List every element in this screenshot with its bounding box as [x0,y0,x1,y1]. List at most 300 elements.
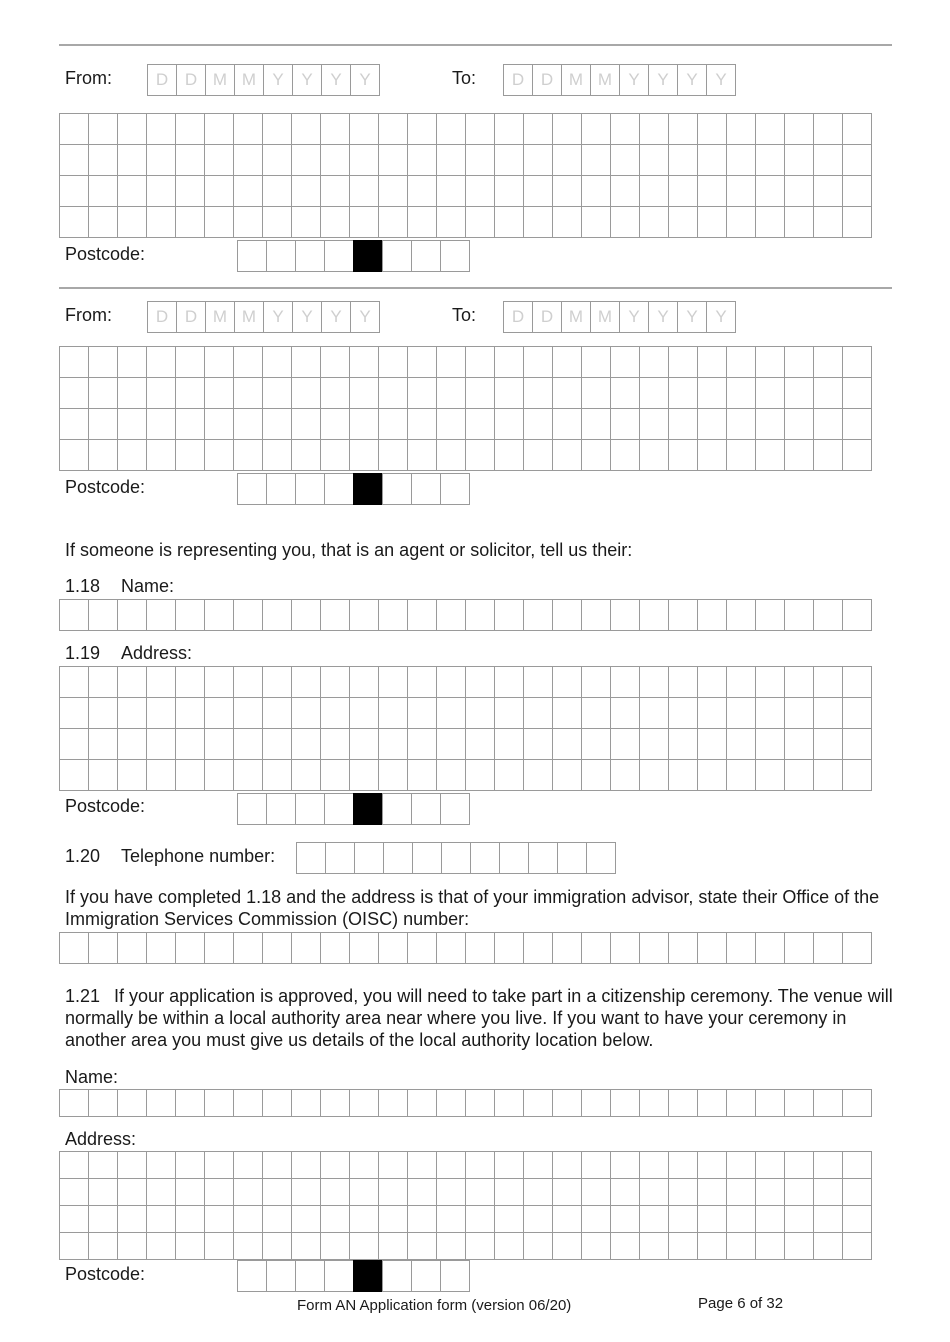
character-box[interactable] [523,175,553,207]
character-box[interactable] [755,759,785,791]
character-box[interactable] [639,728,669,760]
character-box[interactable] [523,666,553,698]
character-box[interactable] [523,346,553,378]
character-box[interactable] [175,439,205,471]
character-box[interactable] [349,1178,379,1206]
character-box[interactable] [204,697,234,729]
character-box[interactable] [494,113,524,145]
character-box[interactable] [175,377,205,409]
character-box[interactable] [813,175,843,207]
character-box[interactable] [175,144,205,176]
character-box[interactable] [436,1089,466,1117]
character-box[interactable] [117,1089,147,1117]
character-box[interactable] [552,206,582,238]
character-box[interactable] [436,697,466,729]
character-box[interactable] [581,728,611,760]
character-box[interactable] [233,599,263,631]
character-box[interactable] [88,728,118,760]
character-box[interactable] [610,1151,640,1179]
character-box[interactable] [378,599,408,631]
character-box[interactable] [465,728,495,760]
character-box[interactable] [436,759,466,791]
character-box[interactable] [59,1205,89,1233]
date-digit-box[interactable]: Y [263,64,293,96]
character-box[interactable] [813,1089,843,1117]
character-box[interactable] [146,377,176,409]
character-box[interactable] [262,377,292,409]
character-box[interactable] [117,759,147,791]
character-box[interactable] [407,1178,437,1206]
character-box[interactable] [407,346,437,378]
character-box[interactable] [88,175,118,207]
character-box[interactable] [378,1089,408,1117]
character-box[interactable] [262,206,292,238]
character-box[interactable] [494,377,524,409]
character-box[interactable] [552,1205,582,1233]
character-box[interactable] [436,175,466,207]
character-box[interactable] [204,932,234,964]
character-box[interactable] [88,759,118,791]
character-box[interactable] [494,697,524,729]
character-box[interactable] [262,113,292,145]
character-box[interactable] [842,1205,872,1233]
character-box[interactable] [842,113,872,145]
postcode-char-box[interactable] [295,793,325,825]
character-box[interactable] [668,1178,698,1206]
character-box[interactable] [557,842,587,874]
date-digit-box[interactable]: Y [321,301,351,333]
character-box[interactable] [784,206,814,238]
character-box[interactable] [378,206,408,238]
character-box[interactable] [175,1089,205,1117]
character-box[interactable] [784,346,814,378]
character-box[interactable] [755,728,785,760]
date-digit-box[interactable]: Y [292,301,322,333]
character-box[interactable] [175,408,205,440]
character-box[interactable] [465,346,495,378]
postcode-char-box[interactable] [295,473,325,505]
character-box[interactable] [88,408,118,440]
character-box[interactable] [697,144,727,176]
character-box[interactable] [233,759,263,791]
character-box[interactable] [59,175,89,207]
character-box[interactable] [755,666,785,698]
character-box[interactable] [175,697,205,729]
character-box[interactable] [552,408,582,440]
character-box[interactable] [349,666,379,698]
character-box[interactable] [291,1089,321,1117]
character-box[interactable] [784,175,814,207]
character-box[interactable] [204,206,234,238]
character-box[interactable] [291,1205,321,1233]
character-box[interactable] [668,206,698,238]
character-box[interactable] [494,1205,524,1233]
character-box[interactable] [88,1089,118,1117]
character-box[interactable] [59,728,89,760]
representative-postcode-field[interactable] [237,793,470,825]
address-grid[interactable] [59,113,872,238]
character-box[interactable] [233,932,263,964]
character-box[interactable] [494,728,524,760]
character-box[interactable] [407,697,437,729]
character-box[interactable] [581,144,611,176]
character-box[interactable] [697,1178,727,1206]
date-digit-box[interactable]: M [205,301,235,333]
character-box[interactable] [813,346,843,378]
date-digit-box[interactable]: Y [292,64,322,96]
character-box[interactable] [523,599,553,631]
character-box[interactable] [378,666,408,698]
character-box[interactable] [262,1232,292,1260]
character-box[interactable] [233,408,263,440]
character-box[interactable] [262,144,292,176]
character-box[interactable] [755,346,785,378]
character-box[interactable] [755,113,785,145]
character-box[interactable] [610,1089,640,1117]
character-box[interactable] [552,728,582,760]
character-box[interactable] [813,728,843,760]
character-box[interactable] [349,759,379,791]
character-box[interactable] [146,1089,176,1117]
character-box[interactable] [320,113,350,145]
character-box[interactable] [291,113,321,145]
character-box[interactable] [726,759,756,791]
character-box[interactable] [175,599,205,631]
character-box[interactable] [581,1205,611,1233]
character-box[interactable] [233,1151,263,1179]
character-box[interactable] [204,1232,234,1260]
character-box[interactable] [784,1178,814,1206]
character-box[interactable] [842,666,872,698]
character-box[interactable] [204,346,234,378]
character-box[interactable] [378,1178,408,1206]
postcode-char-box[interactable] [295,1260,325,1292]
character-box[interactable] [639,144,669,176]
date-digit-box[interactable]: M [561,64,591,96]
character-box[interactable] [59,346,89,378]
date-digit-box[interactable]: D [503,301,533,333]
character-box[interactable] [146,599,176,631]
character-box[interactable] [59,1151,89,1179]
character-box[interactable] [291,144,321,176]
to-date-field[interactable] [503,64,736,96]
character-box[interactable] [755,1151,785,1179]
postcode-char-box[interactable] [266,240,296,272]
character-box[interactable] [407,932,437,964]
postcode-char-box[interactable] [440,473,470,505]
character-box[interactable] [233,113,263,145]
character-box[interactable] [581,759,611,791]
character-box[interactable] [146,666,176,698]
character-box[interactable] [610,377,640,409]
postcode-char-box[interactable] [237,240,267,272]
character-box[interactable] [552,439,582,471]
character-box[interactable] [117,1205,147,1233]
character-box[interactable] [175,1232,205,1260]
character-box[interactable] [784,144,814,176]
character-box[interactable] [291,599,321,631]
character-box[interactable] [465,666,495,698]
character-box[interactable] [784,408,814,440]
character-box[interactable] [639,346,669,378]
character-box[interactable] [349,1089,379,1117]
character-box[interactable] [581,697,611,729]
character-box[interactable] [378,175,408,207]
from-date-field[interactable] [147,64,380,96]
character-box[interactable] [755,206,785,238]
character-box[interactable] [407,113,437,145]
character-box[interactable] [639,666,669,698]
character-box[interactable] [59,206,89,238]
character-box[interactable] [523,1178,553,1206]
postcode-char-box[interactable] [266,1260,296,1292]
character-box[interactable] [552,1089,582,1117]
date-digit-box[interactable]: Y [350,64,380,96]
character-box[interactable] [204,175,234,207]
character-box[interactable] [697,346,727,378]
character-box[interactable] [639,1089,669,1117]
character-box[interactable] [349,1232,379,1260]
character-box[interactable] [378,144,408,176]
date-digit-box[interactable]: Y [677,64,707,96]
character-box[interactable] [523,113,553,145]
character-box[interactable] [436,666,466,698]
character-box[interactable] [784,1232,814,1260]
character-box[interactable] [88,377,118,409]
character-box[interactable] [755,1089,785,1117]
address-grid[interactable] [59,346,872,471]
character-box[interactable] [262,1205,292,1233]
character-box[interactable] [697,728,727,760]
character-box[interactable] [552,599,582,631]
character-box[interactable] [320,759,350,791]
character-box[interactable] [59,697,89,729]
character-box[interactable] [465,1151,495,1179]
character-box[interactable] [436,1232,466,1260]
character-box[interactable] [697,666,727,698]
character-box[interactable] [668,759,698,791]
character-box[interactable] [146,932,176,964]
character-box[interactable] [59,408,89,440]
character-box[interactable] [639,1232,669,1260]
character-box[interactable] [262,1089,292,1117]
character-box[interactable] [499,842,529,874]
date-digit-box[interactable]: Y [350,301,380,333]
character-box[interactable] [523,1205,553,1233]
character-box[interactable] [842,144,872,176]
character-box[interactable] [88,1232,118,1260]
date-digit-box[interactable]: M [590,64,620,96]
character-box[interactable] [117,206,147,238]
character-box[interactable] [436,346,466,378]
character-box[interactable] [407,206,437,238]
date-digit-box[interactable]: M [590,301,620,333]
character-box[interactable] [349,697,379,729]
character-box[interactable] [842,697,872,729]
character-box[interactable] [320,1232,350,1260]
postcode-char-box[interactable] [382,473,412,505]
character-box[interactable] [755,439,785,471]
character-box[interactable] [175,932,205,964]
character-box[interactable] [465,1089,495,1117]
character-box[interactable] [610,206,640,238]
character-box[interactable] [407,728,437,760]
character-box[interactable] [697,1089,727,1117]
character-box[interactable] [291,759,321,791]
character-box[interactable] [349,175,379,207]
character-box[interactable] [291,377,321,409]
character-box[interactable] [146,144,176,176]
date-digit-box[interactable]: M [234,64,264,96]
character-box[interactable] [378,1232,408,1260]
character-box[interactable] [262,599,292,631]
character-box[interactable] [755,1205,785,1233]
date-digit-box[interactable]: Y [706,64,736,96]
character-box[interactable] [639,439,669,471]
character-box[interactable] [59,932,89,964]
character-box[interactable] [407,439,437,471]
character-box[interactable] [407,1151,437,1179]
postcode-char-box[interactable] [440,793,470,825]
character-box[interactable] [88,144,118,176]
character-box[interactable] [117,408,147,440]
character-box[interactable] [465,599,495,631]
character-box[interactable] [581,113,611,145]
character-box[interactable] [610,1232,640,1260]
character-box[interactable] [320,144,350,176]
character-box[interactable] [494,1151,524,1179]
character-box[interactable] [842,175,872,207]
character-box[interactable] [755,932,785,964]
character-box[interactable] [349,1205,379,1233]
character-box[interactable] [117,728,147,760]
character-box[interactable] [668,1089,698,1117]
postcode-char-box[interactable] [440,1260,470,1292]
character-box[interactable] [146,439,176,471]
representative-name-field[interactable] [59,599,872,631]
character-box[interactable] [610,439,640,471]
character-box[interactable] [204,599,234,631]
postcode-char-box[interactable] [266,473,296,505]
character-box[interactable] [813,666,843,698]
character-box[interactable] [697,113,727,145]
character-box[interactable] [784,728,814,760]
character-box[interactable] [726,1151,756,1179]
character-box[interactable] [291,206,321,238]
character-box[interactable] [668,728,698,760]
character-box[interactable] [262,932,292,964]
character-box[interactable] [842,439,872,471]
character-box[interactable] [610,932,640,964]
date-digit-box[interactable]: Y [619,301,649,333]
character-box[interactable] [784,759,814,791]
character-box[interactable] [610,113,640,145]
character-box[interactable] [88,346,118,378]
character-box[interactable] [262,759,292,791]
character-box[interactable] [204,759,234,791]
character-box[interactable] [436,408,466,440]
character-box[interactable] [610,346,640,378]
character-box[interactable] [320,206,350,238]
character-box[interactable] [465,377,495,409]
character-box[interactable] [523,408,553,440]
character-box[interactable] [465,1232,495,1260]
character-box[interactable] [378,932,408,964]
character-box[interactable] [726,113,756,145]
character-box[interactable] [668,144,698,176]
character-box[interactable] [407,1205,437,1233]
character-box[interactable] [610,1178,640,1206]
character-box[interactable] [175,346,205,378]
character-box[interactable] [465,439,495,471]
oisc-number-field[interactable] [59,932,872,964]
character-box[interactable] [320,1089,350,1117]
character-box[interactable] [233,697,263,729]
character-box[interactable] [668,697,698,729]
character-box[interactable] [146,113,176,145]
character-box[interactable] [523,932,553,964]
character-box[interactable] [146,728,176,760]
character-box[interactable] [233,666,263,698]
character-box[interactable] [668,1151,698,1179]
character-box[interactable] [407,175,437,207]
character-box[interactable] [697,759,727,791]
character-box[interactable] [668,1232,698,1260]
character-box[interactable] [378,439,408,471]
character-box[interactable] [320,175,350,207]
character-box[interactable] [465,113,495,145]
character-box[interactable] [813,932,843,964]
character-box[interactable] [784,1151,814,1179]
character-box[interactable] [262,1151,292,1179]
character-box[interactable] [813,377,843,409]
character-box[interactable] [697,1151,727,1179]
character-box[interactable] [436,377,466,409]
character-box[interactable] [470,842,500,874]
character-box[interactable] [320,377,350,409]
character-box[interactable] [697,377,727,409]
character-box[interactable] [88,666,118,698]
character-box[interactable] [320,408,350,440]
character-box[interactable] [726,206,756,238]
date-digit-box[interactable]: M [205,64,235,96]
character-box[interactable] [204,1178,234,1206]
character-box[interactable] [117,1178,147,1206]
character-box[interactable] [88,1205,118,1233]
character-box[interactable] [441,842,471,874]
character-box[interactable] [726,439,756,471]
character-box[interactable] [755,599,785,631]
character-box[interactable] [378,408,408,440]
character-box[interactable] [581,175,611,207]
character-box[interactable] [639,377,669,409]
character-box[interactable] [262,439,292,471]
character-box[interactable] [175,113,205,145]
character-box[interactable] [146,1205,176,1233]
character-box[interactable] [494,666,524,698]
postcode-char-box[interactable] [324,240,354,272]
character-box[interactable] [291,1232,321,1260]
character-box[interactable] [117,439,147,471]
character-box[interactable] [552,666,582,698]
character-box[interactable] [494,759,524,791]
character-box[interactable] [528,842,558,874]
character-box[interactable] [755,175,785,207]
character-box[interactable] [784,1205,814,1233]
character-box[interactable] [436,1205,466,1233]
character-box[interactable] [378,377,408,409]
character-box[interactable] [291,175,321,207]
